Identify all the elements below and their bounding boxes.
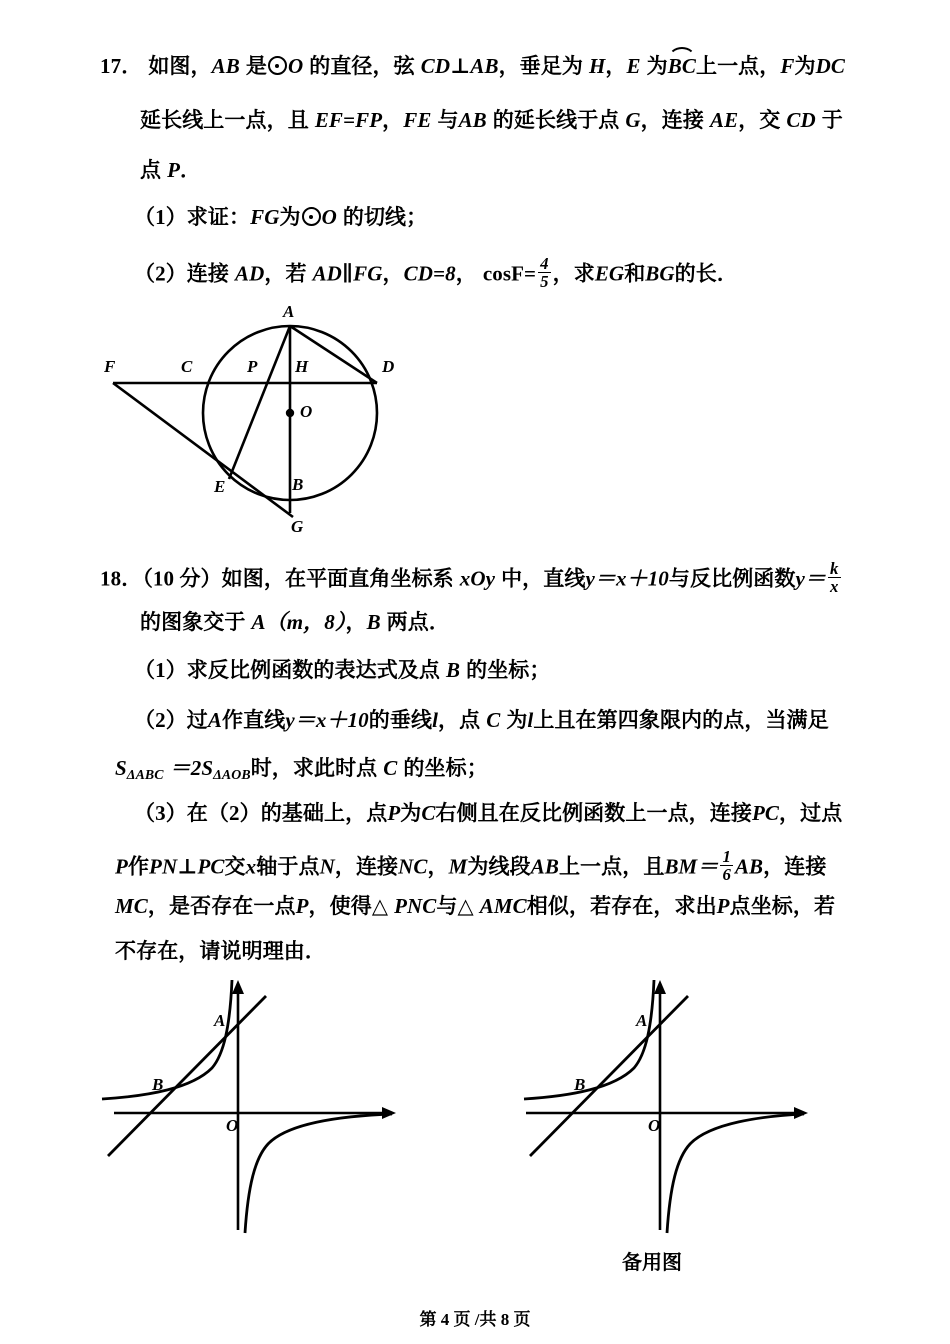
problem-18-sub-2-line-2: $S_{\Delta ABC} =2S_{\Delta AOB}$时，求此时点 C 的坐标； (115, 756, 488, 783)
label-H: H (295, 357, 309, 376)
problem-18-sub-3-line-4: 不存在，请说明理由． (115, 939, 326, 963)
problem-18-figure-1 (100, 968, 420, 1238)
odot-icon (268, 56, 287, 75)
label-O: O (300, 402, 313, 421)
problem-18-sub-3-line-3: MC，是否存在一点P，使得△ PNC与△ AMC相似，若存在，求出P点坐标，若 (115, 894, 836, 918)
label-B: B (152, 1075, 164, 1094)
problem-17-sub-1: （1）求证：FG为 O 的切线； (134, 205, 428, 229)
fraction-4-5: $\frac{4}{5}$ (540, 254, 549, 292)
problem-18-sub-2-line-1: （2）过A作直线y＝x＋10的垂线l，点 C 为l上且在第四象限内的点，当满足 (134, 708, 829, 732)
label-P: P (247, 357, 258, 376)
arc-icon (668, 47, 696, 59)
figure-2-caption: 备用图 (622, 1252, 682, 1274)
problem-18-number: 18． (100, 566, 143, 591)
point-o (286, 409, 294, 417)
y-axis-arrow (654, 980, 666, 994)
problem-18-score: （10 分） (142, 566, 222, 591)
label-B: B (574, 1075, 586, 1094)
problem-17-figure (95, 295, 435, 540)
problem-18-sub-1: （1）求反比例函数的表达式及点 B 的坐标； (134, 658, 551, 682)
problem-17-line-1: 17． 如图，AB 是 O 的直径，弦 CD⊥AB，垂足为 H，E 为 BC上一点，F为DC (100, 56, 845, 77)
label-D: D (382, 357, 395, 376)
line-y-x-10 (108, 996, 266, 1156)
problem-17-sub-2: （2）连接 AD，若 AD∥FG，CD=8， cosF= $\frac{4}{5}$ ，求EG和BG的长． (134, 254, 738, 292)
label-B: B (292, 475, 304, 494)
label-A: A (214, 1011, 226, 1030)
coordinate-graph-2 (512, 968, 832, 1238)
problem-17-line-3: 点 P． (140, 158, 202, 182)
problem-18-line-2: 的图象交于 A（m，8），B 两点． (140, 610, 450, 634)
label-O: O (648, 1116, 661, 1135)
geometry-diagram (95, 295, 435, 540)
fraction-k-x: $\frac{k}{x}$ (830, 559, 839, 597)
problem-18-sub-3-line-2: P作PN⊥PC交x轴于点N，连接NC，M为线段AB上一点，且BM＝ $\frac{1}{6}$ AB，连接 (115, 847, 827, 885)
arc-bc: BC (668, 56, 696, 77)
problem-17-line-2: 延长线上一点，且 EF=FP，FE 与AB 的延长线于点 G，连接 AE，交 CD 于 (140, 108, 843, 132)
label-C: C (181, 357, 193, 376)
label-O: O (226, 1116, 239, 1135)
odot-icon (302, 207, 321, 226)
problem-18-figure-2 (512, 968, 832, 1274)
hyperbola-branch-q2 (102, 980, 232, 1099)
page-footer: 第 4 页 /共 8 页 (419, 1310, 531, 1329)
label-G: G (291, 517, 304, 536)
hyperbola-branch-q4 (245, 1114, 392, 1233)
fraction-1-6: $\frac{1}{6}$ (722, 847, 731, 885)
label-E: E (214, 477, 226, 496)
y-axis-arrow (232, 980, 244, 994)
line-y-x-10 (530, 996, 688, 1156)
segment-ae (229, 326, 290, 479)
label-F: F (104, 357, 116, 376)
hyperbola-branch-q4 (667, 1114, 804, 1233)
coordinate-graph-1 (100, 968, 420, 1238)
problem-18-sub-3-line-1: （3）在（2）的基础上，点P为C右侧且在反比例函数上一点，连接PC，过点 (134, 801, 843, 825)
label-A: A (283, 302, 295, 321)
label-A: A (636, 1011, 648, 1030)
hyperbola-branch-q2 (524, 980, 654, 1099)
problem-17-number: 17． (100, 54, 143, 78)
problem-18-line-1: 18．（10 分）如图，在平面直角坐标系 xOy 中，直线y＝x＋10与反比例函数y＝ $\frac{k}{x}$ (100, 559, 839, 597)
